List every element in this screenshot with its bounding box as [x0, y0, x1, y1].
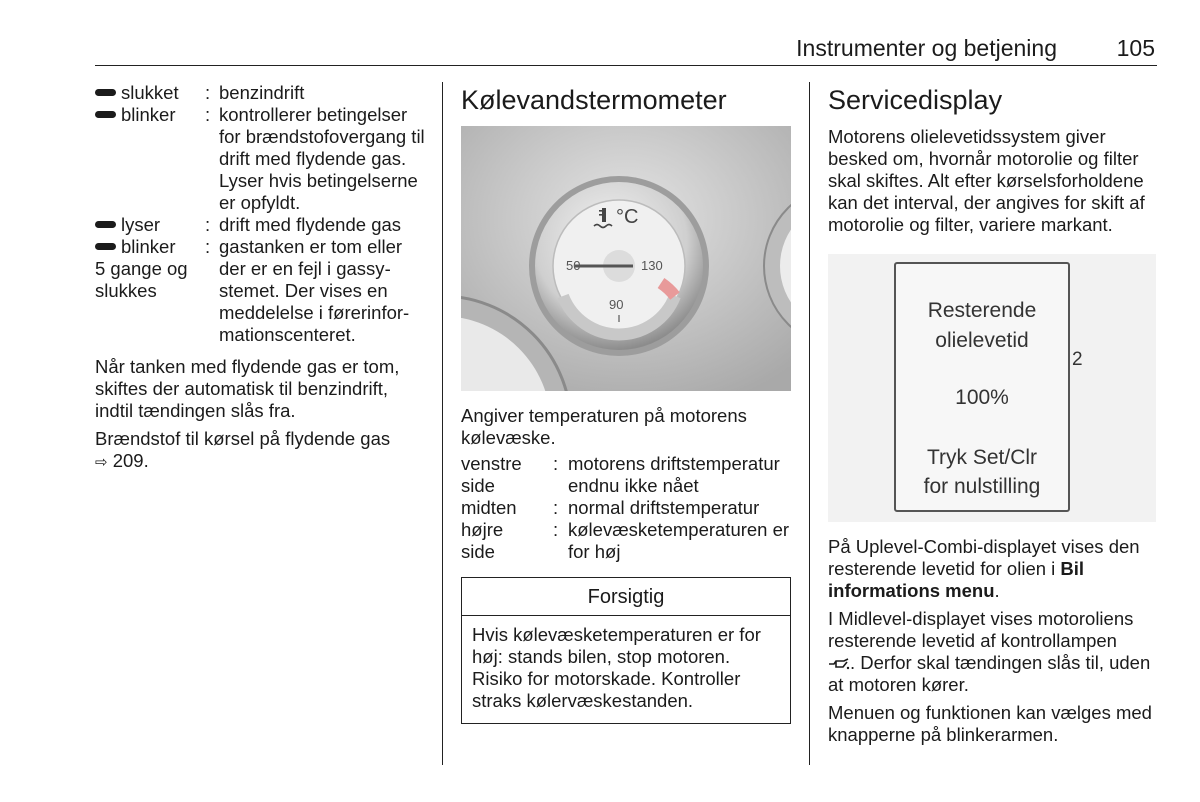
service-display-screen: Resterende olielevetid 100% Tryk Set/Clr for nulstilling: [894, 262, 1070, 512]
coolant-gauge-photo: [461, 126, 791, 391]
gauge-unit: °C: [616, 206, 639, 228]
paragraph: Menuen og funktionen kan vælges med knapperne på blinkerarmen.: [828, 702, 1152, 745]
definition-row: venstre side : motorens driftstemperatur endnu ikke nået: [461, 453, 780, 496]
figure-number: 2: [1069, 350, 1083, 370]
page-header: [95, 33, 1157, 66]
caution-body: Hvis kølevæsketemperaturen er for høj: stands bilen, stop motoren. Risiko for motorskade. Kontroller straks kølervæskestanden.: [472, 624, 761, 711]
caution-box: [461, 577, 791, 724]
gauge-label-130: 130: [641, 258, 663, 273]
lpg-indicator-icon: [95, 243, 116, 250]
page-title: Instrumenter og betjening: [796, 35, 1057, 61]
lpg-indicator-icon: [95, 89, 116, 96]
paragraph: På Uplevel-Combi-displayet vises den resterende levetid for olien i Bil informations menu.: [828, 536, 1140, 601]
paragraph: I Midlevel-displayet vises motoroliens resterende levetid af kontrollampen . Derfor skal tændingen slås til, uden at motoren kører.: [828, 608, 1151, 695]
indicator-row: blinker 5 gange og slukkes : gastanken er tom eller der er en fejl i gassystemet. Der vises en meddelelse i førerinformationscenteret.: [95, 236, 410, 345]
caution-title: Forsigtig: [462, 578, 790, 616]
paragraph: Angiver temperaturen på motorens kølevæske.: [461, 405, 747, 448]
page-number: 105: [1116, 35, 1155, 61]
gauge-label-90: 90: [609, 297, 624, 312]
indicator-row: slukket : benzindrift: [95, 82, 425, 104]
indicator-row: lyser : drift med flydende gas: [95, 214, 425, 236]
lpg-indicator-icon: [95, 111, 116, 118]
gauge-label-50: 50: [566, 258, 581, 273]
page-reference-icon: ⇨: [95, 454, 108, 471]
definition-row: højre side : kølevæsketemperaturen er for høj: [461, 519, 790, 562]
definition-list: [461, 453, 791, 563]
section-heading: Servicedisplay: [828, 85, 1003, 115]
paragraph: Motorens olielevetidssystem giver besked om, hvornår motorolie og filter skal skiftes. Alt efter kørselsforholdene kan det interval, der angives for skift af motorolie og filter, variere markant.: [828, 126, 1145, 235]
paragraph: Når tanken med flydende gas er tom, skiftes der automatisk til benzindrift, indtil tændingen slås fra.: [95, 356, 400, 421]
lpg-indicator-icon: [95, 221, 116, 228]
column-divider: [809, 82, 810, 765]
indicator-row: blinker : kontrollerer betingelser for brændstofovergang til drift med flydende gas. Lyser hvis betingelserne er opfyldt.: [95, 104, 425, 214]
column-divider: [442, 82, 443, 765]
column-lpg-indicator: [95, 82, 425, 474]
page-reference[interactable]: 209.: [112, 450, 149, 471]
section-heading: Kølevandstermometer: [461, 85, 727, 115]
column-coolant-thermometer: [461, 82, 791, 724]
oil-change-icon: [828, 657, 850, 671]
paragraph: Brændstof til kørsel på flydende gas ⇨ 209.: [95, 428, 391, 471]
column-service-display: [828, 82, 1158, 746]
definition-row: midten : normal driftstemperatur: [461, 497, 760, 518]
service-display-figure: [828, 254, 1156, 522]
menu-name: Bil informations menu: [828, 558, 1085, 601]
